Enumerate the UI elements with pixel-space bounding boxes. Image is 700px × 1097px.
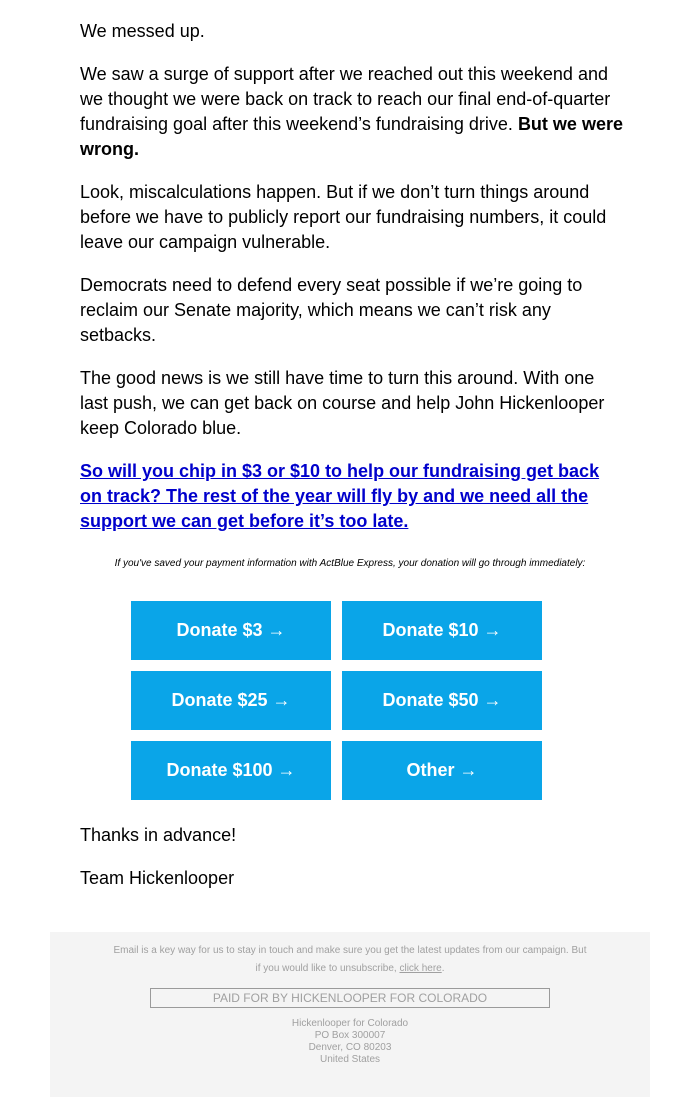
address-country: United States [319,1054,381,1065]
donate-100-button[interactable]: Donate $100 → [131,741,331,800]
signoff-line: Team Hickenlooper [80,868,235,888]
donate-50-button[interactable]: Donate $50 → [342,671,542,730]
address-org: Hickenlooper for Colorado [291,1018,409,1029]
donate-25-button[interactable]: Donate $25 → [131,671,331,730]
cta-paragraph [80,459,625,534]
thanks-line: Thanks in advance! [80,825,237,845]
donate-10-button[interactable]: Donate $10 → [342,601,542,660]
donate-other-button[interactable]: Other → [342,741,542,800]
paid-for-disclaimer: PAID FOR BY HICKENLOOPER FOR COLORADO [150,988,550,1008]
paragraph-surge-bold: But we were wrong. [80,114,623,159]
unsubscribe-link[interactable]: click here [399,963,442,974]
paragraph-senate: Democrats need to defend every seat possible if we’re going to reclaim our Senate majority, which means we can’t risk any setbacks. [80,275,583,345]
paragraph-surge [80,62,625,162]
footer-intro [110,942,590,978]
footer [50,932,650,1097]
mailing-address [50,1018,650,1066]
footer-intro-text: Email is a key way for us to stay in touch and make sure you get the latest updates from our campaign. But if you would like to unsubscribe, [113,945,587,974]
cta-link[interactable]: So will you chip in $3 or $10 to help our fundraising get back on track? The rest of the year will fly by and we need all the support we can get before it’s too late. [80,461,600,531]
address-po-box: PO Box 300007 [314,1030,386,1041]
address-city: Denver, CO 80203 [308,1042,392,1053]
actblue-note: If you've saved your payment information with ActBlue Express, your donation will go through immediately: [114,558,586,569]
footer-intro-end: . [441,963,445,974]
paragraph-good-news: The good news is we still have time to turn this around. With one last push, we can get back on course and help John Hickenlooper keep Colorado blue. [80,368,605,438]
paragraph-miscalculations: Look, miscalculations happen. But if we don’t turn things around before we have to publicly report our fundraising numbers, it could leave our campaign vulnerable. [80,182,607,252]
opening-line: We messed up. [80,21,205,41]
paragraph-surge-text: We saw a surge of support after we reached out this weekend and we thought we were back on track to reach our final end-of-quarter fundraising goal after this weekend’s fundraising drive. [80,64,611,134]
donate-3-button[interactable]: Donate $3 → [131,601,331,660]
